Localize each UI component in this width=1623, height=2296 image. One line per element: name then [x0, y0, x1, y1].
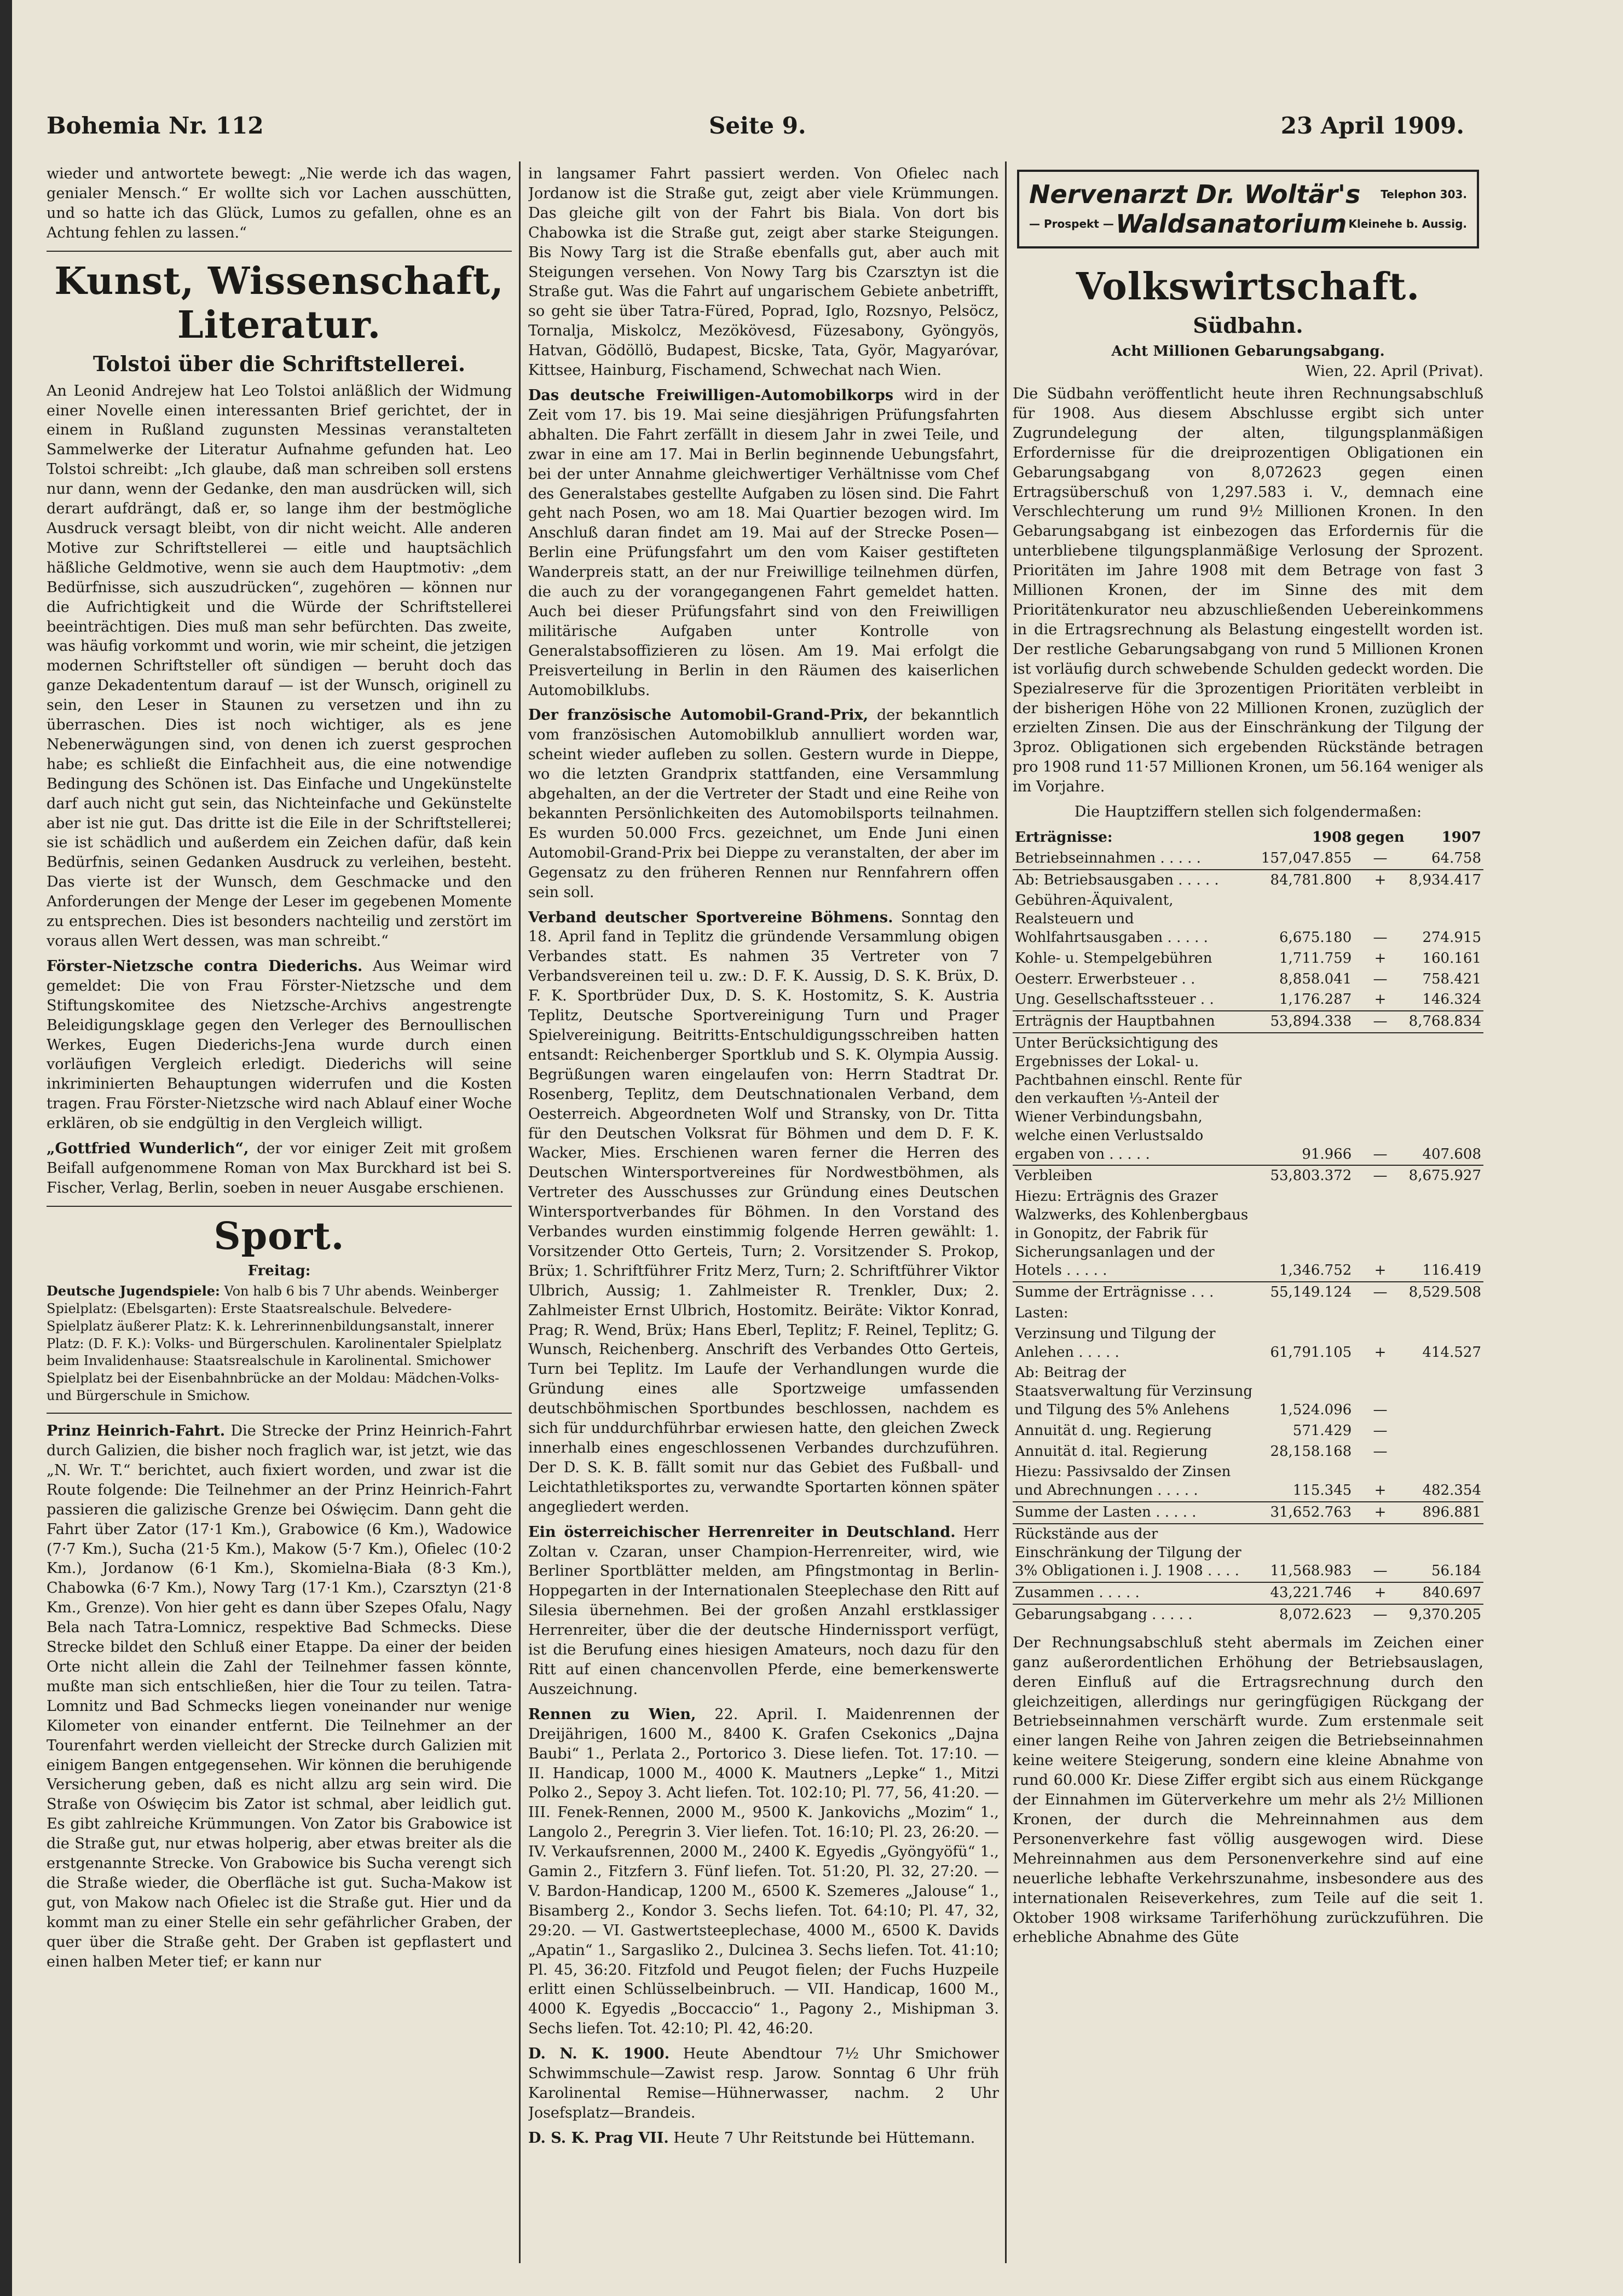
section-rule [47, 251, 512, 252]
table-cell-v2: 64.758 [1431, 849, 1481, 866]
table-cell-v2: 116.419 [1422, 1262, 1481, 1279]
section-rule [47, 1413, 512, 1414]
table-cell-v1: 28,158.168 [1270, 1443, 1352, 1460]
table-row [1013, 848, 1483, 870]
column-1 [47, 164, 512, 2252]
table-cell-v1: 6,675.180 [1279, 929, 1352, 946]
table-cell-v1: 31,652.763 [1259, 1502, 1354, 1524]
table-cell-v2: 160.161 [1422, 950, 1481, 967]
article-wunderlich [47, 1139, 512, 1198]
article-body: wird in der Zeit vom 17. bis 19. Mai seine diesjährigen Prüfungsfahrten abhalten. Die Fahrt zerfällt in diesem Jahr in zwei Teile, und zwar in eine am 17. Mai in Berlin beginnende Uebungsfahrt, bei der unter Annahme gleichwertiger Verhältnisse vom Chef des Generalstabes gestellte Aufgaben zu lösen sind. Die Fahrt geht nach Posen, wo am 18. Mai Quartier bezogen wird. Im Anschluß daran findet am 19. Mai auf der Strecke Posen—Berlin eine Prüfungsfahrt um den vom Kaiser gestifteten Wanderpreis statt, an der nur Freiwillige teilnehmen dürfen, die auch zu der vorangegangenen Fahrt gemeldet hatten. Auch bei dieser Prüfungsfahrt sind von den Freiwilligen militärische Aufgaben unter Kontrolle von Generalstabsoffizieren zu lösen. Am 19. Mai erfolgt die Preisverteilung in Berlin in den Räumen des kaiserlichen Automobilklubs. [528, 386, 999, 699]
table-cell-v1: 571.429 [1292, 1422, 1352, 1439]
table-cell-v1: 157,047.855 [1261, 849, 1352, 866]
table-cell-v1: 115.345 [1292, 1482, 1352, 1499]
ad-telephone: Telephon 303. [1381, 188, 1467, 201]
table-cell-label: Gebarungsabgang . . . . . [1013, 1604, 1259, 1626]
article-lead: D. N. K. 1900. [528, 2045, 670, 2063]
table-cell-v1: 1,346.752 [1279, 1262, 1352, 1279]
table-cell-label: Ab: Beitrag der Staatsverwaltung für Verzinsung und Tilgung des 5% Anlehens [1015, 1364, 1252, 1419]
table-row [1013, 870, 1483, 891]
table-cell-v2: 896.881 [1407, 1502, 1483, 1524]
article-title-suedbahn: Südbahn. [1193, 313, 1303, 338]
section-title-sport: Sport. [213, 1214, 345, 1258]
section-title-volkswirtschaft: Volkswirtschaft. [1076, 265, 1420, 309]
table-header-year: 1907 [1441, 829, 1481, 846]
table-cell-label: Ab: Betriebsausgaben . . . . . [1013, 870, 1259, 891]
table-cell-sign: — [1373, 1443, 1388, 1460]
issue-date: 23 April 1909. [1280, 112, 1464, 139]
table-cell-v2: 56.184 [1407, 1524, 1483, 1582]
table-cell-sign: — [1354, 1524, 1406, 1582]
table-row [1013, 1582, 1483, 1604]
table-cell-v1: 91.966 [1259, 1033, 1354, 1166]
table-cell-sign: + [1374, 950, 1387, 967]
ad-prospekt: — Prospekt — [1029, 217, 1114, 230]
table-header-year: 1908 [1312, 829, 1352, 846]
table-cell-v2 [1407, 1303, 1483, 1324]
ad-location: Kleinehe b. Aussig. [1348, 217, 1467, 230]
table-cell-v2: 482.354 [1422, 1482, 1481, 1499]
table-cell-sign: + [1374, 991, 1387, 1008]
table-cell-v2: 146.324 [1422, 991, 1481, 1008]
table-cell-sign: — [1373, 849, 1388, 866]
article-continuation: in langsamer Fahrt passiert werden. Von Ofielec nach Jordanow ist die Straße gut, zeigt aber viele Krümmungen. Das gleiche gilt von der Fahrt bis Biala. Von dort bis Chabowka ist die Straße gut, zeigt aber starke Steigungen. Bis Nowy Targ ist die Straße ebenfalls gut, aber auch mit Steigungen versehen. Von Nowy Targ bis Czarsztyn ist die Straße gut. Was die Fahrt auf ungarischem Gebiete anbetrifft, so geht sie über Tatra-Füred, Poprad, Iglo, Rozsnyo, Pelsöcz, Tornalja, Miskolcz, Mezökövesd, Füzesabony, Gyöngyös, Hatvan, Gödöllö, Budapest, Bicske, Tata, Györ, Magyaróvar, Kittsee, Hainburg, Fischamend, Schwechat nach Wien. [528, 165, 999, 379]
table-cell-label: Oesterr. Erwerbsteuer . . [1015, 970, 1195, 987]
table-cell-v2: 840.697 [1407, 1582, 1483, 1604]
table-cell-v1: 1,711.759 [1279, 950, 1352, 967]
table-cell-v2: 8,768.834 [1407, 1011, 1483, 1033]
table-cell-v1: 1,176.287 [1279, 991, 1352, 1008]
table-row [1013, 890, 1483, 948]
article-body: Sonntag den 18. April fand in Teplitz die gründende Versammlung obigen Verbandes statt. Es nahmen 35 Vertreter von 7 Verbandsvereinen teil u. zw.: D. F. K. Aussig, D. S. K. Brüx, D. F. K. Sportbrüder Dux, D. S. K. Hostomitz, S. K. Austria Teplitz, Deutsche Sportvereinigung Turn und Prager Spielvereinigung. Beitritts-Entschuldigungsschreiben hatten entsandt: Reichenberger Sportklub und S. K. Olympia Aussig. Begrüßungen waren eingelaufen von: Herrn Stadtrat Dr. Rosenberg, Teplitz, dem Deutschnationalen Verband, dem Oesterreich. Abgeordneten Wolf und Stransky, von Dr. Titta für den Deutschen Volksrat für Böhmen und dem D. F. K. Wacker, Mies. Erschienen waren ferner die Herren des Deutschen Wintersportvereines für Nordwestböhmen, als Vertreter des Ausschusses zur Gründung eines Deutschen Wintersportverbandes für Böhmen. In den Vorstand des Verbandes wurden einstimmig folgende Herren gewählt: 1. Vorsitzender Otto Gerteis, Turn; 2. Vorsitzender S. Prokop, Brüx; 1. Schriftführer Fritz Merz, Turn; 2. Schriftführer Viktor Ulbrich, Aussig; 1. Zahlmeister R. Trenkler, Dux; 2. Zahlmeister Ernst Ulbrich, Hostomitz. Beiräte: Viktor Konrad, Prag; R. Wend, Brüx; Hans Eberl, Teplitz; F. Reinel, Teplitz; G. Wunsch, Reichenberg. Anschrift des Verbandes Otto Gerteis, Turn bei Teplitz. Im Laufe der Verhandlungen wurde die Gründung eines alle Sportzweige umfassenden deutschböhmischen Sportbundes beschlossen, nachdem es sich für unddurchführbar erwiesen hatte, den gleichen Zweck innerhalb eines engeschlossenen Verbandes durchzuführen. Der D. S. K. B. fällt somit nur das Gebiet des Fußball- und Leichtathletiksportes zu, verwandte Sportarten können später angegliedert werden. [528, 909, 999, 1516]
article-lead: Deutsche Jugendspiele: [47, 1282, 220, 1299]
table-cell-sign: — [1354, 1033, 1406, 1166]
table-cell-sign: + [1354, 870, 1406, 891]
table-cell-sign: — [1354, 1011, 1406, 1033]
article-lead: Ein österreichischer Herrenreiter in Deutschland. [528, 1523, 956, 1541]
article-lead: „Gottfried Wunderlich“, [47, 1140, 249, 1158]
table-cell-v1: 53,803.372 [1259, 1165, 1354, 1187]
table-cell-label: Zusammen . . . . . [1013, 1582, 1259, 1604]
table-cell-v1: 61,791.105 [1270, 1344, 1352, 1361]
table-cell-label: Verbleiben [1013, 1165, 1259, 1187]
advertisement-sanatorium [1017, 170, 1479, 248]
table-row [1013, 1524, 1483, 1582]
article-title-tolstoi: Tolstoi über die Schriftstellerei. [93, 351, 466, 376]
article-subtitle: Acht Millionen Gebarungsabgang. [1111, 343, 1385, 360]
article-continuation: wieder und antwortete bewegt: „Nie werde ich das wagen, genialer Mensch.“ Er wollte sich vor Lachen ausschütten, und so hatte ich das Glück, Lumos zu gefallen, ohne es an Achtung fehlen zu lassen.“ [47, 165, 512, 241]
table-row [1013, 969, 1483, 990]
table-row [1013, 1363, 1483, 1420]
table-row [1013, 1282, 1483, 1303]
table-header-row [1013, 828, 1483, 848]
table-cell-label: Verzinsung und Tilgung der Anlehen . . . . . [1015, 1325, 1216, 1361]
article-rennen-wien [528, 1705, 999, 2039]
table-cell-sign: + [1374, 1482, 1387, 1499]
article-lead: Der französische Automobil-Grand-Prix, [528, 707, 869, 724]
article-dsk [528, 2129, 999, 2148]
table-cell-v2: 758.421 [1422, 970, 1481, 987]
ad-subline: Waldsanatorium [1116, 209, 1347, 239]
table-cell-label: Kohle- u. Stempelgebühren [1015, 950, 1212, 967]
article-herrenreiter [528, 1523, 999, 1699]
table-cell-sign: — [1373, 929, 1388, 946]
table-row [1013, 1011, 1483, 1033]
column-3 [1013, 164, 1483, 2252]
article-body-suedbahn-2: Der Rechnungsabschluß steht abermals im Zeichen einer ganz außerordentlichen Erhöhung der Betriebsauslagen, deren Einfluß auf die Ertragsrechnung durch den gleichzeitigen, allerdings nur geringfügigen Rückgang der Betriebseinnahmen verschärft wurde. Zum erstenmale seit einer langen Reihe von Jahren zeigen die Betriebseinnahmen keine weitere Steigerung, sondern eine kleine Abnahme von rund 60.000 Kr. Diese Ziffer ergibt sich aus einem Rückgange der Einnahmen im Güterverkehre um mehr als 2½ Millionen Kronen, der durch die Mehreinnahmen aus dem Personenverkehre fast völlig ausgewogen wird. Diese Mehreinnahmen aus dem Personenverkehre sind auf eine neuerliche lebhafte Verkehrszunahme, insbesondere aus des internationalen Reiseverkehres, zum Teile auf die seit 1. Oktober 1908 wirksame Tariferhöhung zurückzuführen. Die erhebliche Abnahme des Güte [1013, 1634, 1483, 1946]
table-row [1013, 1442, 1483, 1462]
table-row [1013, 1604, 1483, 1626]
article-lead: D. S. K. Prag VII. [528, 2129, 669, 2147]
table-row [1013, 1303, 1483, 1324]
table-cell-sign [1354, 1303, 1406, 1324]
column-divider [1005, 161, 1007, 2263]
table-cell-sign: — [1354, 1604, 1406, 1626]
table-cell-label: Lasten: [1015, 1305, 1068, 1322]
table-cell-v1: 11,568.983 [1259, 1524, 1354, 1582]
table-cell-label: Summe der Lasten . . . . . [1013, 1502, 1259, 1524]
section-title-kunst: Kunst, Wissenschaft, Literatur. [54, 259, 504, 347]
financial-table [1013, 828, 1483, 1626]
table-cell-v2 [1407, 1442, 1483, 1462]
schedule-day: Freitag: [247, 1262, 311, 1279]
article-body: Heute Abendtour 7½ Uhr Smichower Schwimmschule—Zawist resp. Jarow. Sonntag 6 Uhr früh Karolinental Remise—Hühnerwasser, nachm. 2 Uhr Josefsplatz—Brandeis. [528, 2045, 999, 2121]
article-body: Die Strecke der Prinz Heinrich-Fahrt durch Galizien, die bisher noch fraglich war, ist jetzt, wie das „N. Wr. T.“ berichtet, auch fixiert worden, und zwar ist die Route folgende: Die Teilnehmer an der Prinz Heinrich-Fahrt passieren die galizische Grenze bei Oświęcim. Dann geht die Fahrt über Zator (17·1 Km.), Grabowice (6 Km.), Wadowice (7·7 Km.), Sucha (21·5 Km.), Makow (5·7 Km.), Ofielec (10·2 Km.), Jordanow (6·1 Km.), Skomielna-Biała (8·3 Km.), Chabowka (6·7 Km.), Nowy Targ (17·1 Km.), Czarsztyn (21·8 Km., Grenze). Von hier geht es dann über Szepes Ofalu, Nagy Bela nach Tatra-Lomnicz, respektive Bad Schmecks. Diese Strecke bildet den Schluß einer Etappe. Da einer der beiden Orte nicht allein die Zahl der Teilnehmer fassen könnte, mußte man sich entschließen, hier die Tour zu teilen. Tatra-Lomnitz und Bad Schmecks liegen voneinander nur wenige Kilometer von einander entfernt. Die Teilnehmer an der Tourenfahrt werden vielleicht der Strecke durch Galizien mit einigem Bangen entgegensehen. Wir können die beruhigende Versicherung geben, daß es nicht allzu arg sein wird. Die Straße von Oświęcim bis Zator ist schmal, aber leidlich gut. Es gibt zahlreiche Krümmungen. Von Zator bis Grabowice ist die Straße gut, nur etwas holperig, aber etwas breiter als die erstgenannte Strecke. Von Grabowice bis Sucha verengt sich die Straße wieder, die Oberfläche ist gut. Sucha-Makow ist gut, von Makow nach Ofielec ist die Straße gut. Hier und da kommt man zu einer Stelle ein sehr gefährlicher Graben, der quer über die Straße geht. Der Graben ist gepflastert und einen halben Meter tief; er kann nur [47, 1422, 512, 1970]
table-cell-v1: 53,894.338 [1259, 1011, 1354, 1033]
article-lead: Das deutsche Freiwilligen-Automobilkorps [528, 386, 894, 404]
page-number: Seite 9. [709, 112, 806, 139]
table-cell-label: Unter Berücksichtigung des Ergebnisses der Lokal- u. Pachtbahnen einschl. Rente für den verkauften ⅓-Anteil der Wiener Verbindungsbahn, welche einen Verlustsaldo ergaben von . . . . . [1013, 1033, 1259, 1166]
column-divider [519, 161, 521, 2263]
table-cell-v2 [1407, 1363, 1483, 1420]
article-lead: Prinz Heinrich-Fahrt. [47, 1422, 226, 1440]
article-body: Herr Zoltan v. Czaran, unser Champion-Herrenreiter, wird, wie Berliner Sportblätter melden, am Pfingstmontag in Berlin-Hoppegarten in der Internationalen Steeplechase den Ritt auf Silesia übernehmen. Bei der großen Anzahl erstklassiger Herrenreiter, über die der deutsche Hindernissport verfügt, ist die Berufung eines hiesigen Amateurs, noch dazu für den Ritt auf einen chancenvollen Pferde, eine bemerkenswerte Auszeichnung. [528, 1523, 999, 1698]
ad-row [1029, 209, 1467, 239]
table-intro: Die Hauptziffern stellen sich folgendermaßen: [1074, 803, 1422, 821]
table-cell-v1: 55,149.124 [1259, 1282, 1354, 1303]
table-cell-label: Erträgnis der Hauptbahnen [1013, 1011, 1259, 1033]
table-row [1013, 1502, 1483, 1524]
table-cell-label: Ung. Gesellschaftssteuer . . [1015, 991, 1214, 1008]
article-body: Heute 7 Uhr Reitstunde bei Hüttemann. [673, 2129, 975, 2147]
table-cell-label: Annuität d. ung. Regierung [1015, 1422, 1212, 1439]
table-cell-v2: 414.527 [1422, 1344, 1481, 1361]
table-cell-v2: 8,934.417 [1407, 870, 1483, 891]
article-grand-prix [528, 705, 999, 902]
table-cell-label: Rückstände aus der Einschränkung der Tilgung der 3% Obligationen i. J. 1908 . . . . [1013, 1524, 1259, 1582]
dateline: Wien, 22. April (Privat). [1305, 363, 1483, 380]
article-lead: Verband deutscher Sportvereine Böhmens. [528, 909, 893, 926]
ad-headline: Nervenarzt Dr. Woltär's [1029, 180, 1361, 209]
scan-edge-shadow [0, 0, 12, 2296]
table-row [1013, 949, 1483, 969]
table-cell-v1: 8,858.041 [1279, 970, 1352, 987]
table-cell-sign: — [1373, 970, 1388, 987]
table-row [1013, 1033, 1483, 1166]
ad-row [1029, 180, 1467, 209]
table-cell-v1 [1259, 1303, 1354, 1324]
table-cell-v1: 84,781.800 [1259, 870, 1354, 891]
column-2 [528, 164, 999, 2252]
table-row [1013, 990, 1483, 1011]
article-lead: Förster-Nietzsche contra Diederichs. [47, 957, 363, 975]
table-cell-label: Hiezu: Erträgnis des Grazer Walzwerks, des Kohlenbergbaus in Gonopitz, der Fabrik für Sicherungsanlagen und der Hotels . . . . . [1015, 1188, 1249, 1279]
table-cell-label: Hiezu: Passivsaldo der Zinsen und Abrechnungen . . . . . [1015, 1464, 1231, 1499]
table-cell-sign: — [1354, 1282, 1406, 1303]
article-body: der vor einiger Zeit mit großem Beifall aufgenommene Roman von Max Burckhard ist bei S. Fischer, Verlag, Berlin, soeben in neuer Ausgabe erschienen. [47, 1140, 512, 1196]
table-header-label: Erträgnisse: [1015, 829, 1113, 846]
article-foerster [47, 957, 512, 1133]
table-cell-v2: 407.608 [1407, 1033, 1483, 1166]
table-cell-label: Annuität d. ital. Regierung [1015, 1443, 1208, 1460]
table-cell-label: Summe der Erträgnisse . . . [1013, 1282, 1259, 1303]
schedule-jugendspiele [47, 1282, 512, 1405]
article-body: Aus Weimar wird gemeldet: Die von Frau Förster-Nietzsche und dem Stiftungskomitee des Nietzsche-Archivs angestrengte Beleidigungsklage gegen den Verleger des Bernoullischen Werkes, Eugen Diederichs-Jena wurde durch einen vorläufigen Vergleich erledigt. Diederichs will seine inkriminierten Behauptungen widerrufen und die Kosten tragen. Frau Förster-Nietzsche wird nach Ablauf einer Woche erklären, ob sie endgültig in den Vergleich willigt. [47, 957, 512, 1132]
table-cell-v2: 9,370.205 [1407, 1604, 1483, 1626]
article-freiwilligen [528, 386, 999, 701]
table-cell-label: Betriebseinnahmen . . . . . [1015, 849, 1201, 866]
table-cell-sign: + [1374, 1262, 1387, 1279]
article-body: Von halb 6 bis 7 Uhr abends. Weinberger Spielplatz: (Ebelsgarten): Erste Staatsrealschule. Belvedere-Spielplatz äußerer Platz: K. k. Lehrerinnenbildungsanstalt, innerer Platz: (D. F. K.): Volks- und Bürgerschulen. Karolinentaler Spielplatz beim Invalidenhause: Staatsrealschule in Karolinental. Smichower Spielplatz bei der Eisenbahnbrücke an der Moldau: Mädchen-Volks- und Bürgerschule in Smichow. [47, 1283, 502, 1404]
table-cell-v2: 274.915 [1422, 929, 1481, 946]
table-cell-v2: 8,529.508 [1407, 1282, 1483, 1303]
table-cell-sign: + [1354, 1502, 1406, 1524]
section-rule [47, 1206, 512, 1207]
article-dnk [528, 2044, 999, 2123]
table-header-mid: gegen [1356, 829, 1405, 846]
table-row [1013, 1462, 1483, 1502]
table-row [1013, 1165, 1483, 1187]
article-lead: Rennen zu Wien, [528, 1705, 696, 1723]
table-row [1013, 1187, 1483, 1282]
table-cell-sign: + [1374, 1344, 1387, 1361]
table-cell-v1: 8,072.623 [1259, 1604, 1354, 1626]
table-row [1013, 1324, 1483, 1363]
table-row [1013, 1421, 1483, 1442]
table-cell-v2: 8,675.927 [1407, 1165, 1483, 1187]
article-prinz-heinrich [47, 1421, 512, 1971]
table-cell-sign: — [1373, 1422, 1388, 1439]
article-body-suedbahn: Die Südbahn veröffentlicht heute ihren Rechnungsabschluß für 1908. Aus diesem Abschlusse ergibt sich unter Zugrundelegung der alten, tilgungsplanmäßigen Erfordernisse für die dreiprozentigen Obligationen ein Gebarungsabgang von 8,072623 gegen einen Ertragsüberschuß von 1,297.583 i. V., demnach eine Verschlechterung um rund 9½ Millionen Kronen. In den Gebarungsabgang ist einbezogen das Erfordernis für die unterbliebene tilgungsplanmäßige Verlosung der Sprozent. Prioritäten im Jahre 1908 mit dem Betrage von fast 3 Millionen Kronen, der im Sinne des mit dem Prioritätenkurator neu abzuschließenden Uebereinkommens in die Ertragsrechnung als Belastung eingestellt worden ist. Der restliche Gebarungsabgang von rund 5 Millionen Kronen ist vorläufig durch schwebende Schulden gedeckt worden. Die Spezialreserve für die 3prozentigen Prioritäten verbleibt in der bisherigen Höhe von 22 Millionen Kronen, zuzüglich der erzielten Zinsen. Die aus der Einschränkung der Tilgung der 3proz. Obligationen sich ergebenden Rückstände betragen pro 1908 rund 11·57 Millionen Kronen, um 56.164 weniger als im Vorjahre. [1013, 385, 1483, 796]
table-cell-v1: 1,524.096 [1279, 1402, 1352, 1419]
masthead-issue: Bohemia Nr. 112 [47, 112, 264, 139]
article-body: 22. April. I. Maidenrennen der Dreijährigen, 1600 M., 8400 K. Grafen Csekonics „Dajna Baubi“ 1., Perlata 2., Portorico 3. Diese liefen. Tot. 17:10. — II. Handicap, 1000 M., 4000 K. Mautners „Lepke“ 1., Mitzi Polko 2., Sepoy 3. Acht liefen. Tot. 102:10; Pl. 77, 56, 41:20. — III. Fenek-Rennen, 2000 M., 9500 K. Jankovichs „Mozim“ 1., Langolo 2., Peregrin 3. Vier liefen. Tot. 16:10; Pl. 23, 26:20. — IV. Verkaufsrennen, 2000 M., 2400 K. Egyedis „Gyöngyöfü“ 1., Gamin 2., Fitzfern 3. Fünf liefen. Tot. 51:20, Pl. 32, 27:20. — V. Bardon-Handicap, 1200 M., 6500 K. Szemeres „Jalouse“ 1., Bisamberg 2., Kondor 3. Sechs liefen. Tot. 64:10; Pl. 47, 32, 29:20. — VI. Gastwertsteeplechase, 4000 M., 6500 K. Davids „Apatin“ 1., Sargasliko 2., Dulcinea 3. Sechs liefen. Tot. 41:10; Pl. 45, 36:20. Fitzfold und Peugot fielen; der Fuchs Huzpeile erlitt einen Schlüsselbeinbruch. — VII. Handicap, 1600 M., 4000 K. Egyedis „Boccaccio“ 1., Pagony 2., Mishipman 3. Sechs liefen. Tot. 42:10; Pl. 42, 46:20. [528, 1705, 999, 2038]
table-cell-sign: — [1354, 1165, 1406, 1187]
page-header [47, 112, 1464, 151]
table-cell-v1: 43,221.746 [1259, 1582, 1354, 1604]
article-body-tolstoi: An Leonid Andrejew hat Leo Tolstoi anläßlich der Widmung einer Novelle einen interessanten Brief gerichtet, der in einem in Rußland zugunsten Messinas veranstalteten Sammelwerke der Literatur Aufnahme gefunden hat. Leo Tolstoi schreibt: „Ich glaube, daß man schreiben soll erstens nur dann, wenn der Gedanke, den man ausdrücken will, sich derart aufdrängt, daß er, so lange ihm der bestmögliche Ausdruck versagt bleibt, von dir nicht weicht. Alle anderen Motive zur Schriftstellerei — eitle und hauptsächlich häßliche Geldmotive, wenn sie auch dem Hauptmotiv: „dem Bedürfnisse, sich auszudrücken“, zugehören — können nur die Aufrichtigkeit und die Würde der Schriftstellerei beeinträchtigen. Dies muß man sehr befürchten. Das zweite, was häufig vorkommt und worin, wie mir scheint, die jetzigen modernen Schriftsteller oft sündigen — beruht doch das ganze Dekadententum darauf — ist der Wunsch, originell zu sein, den Leser in Staunen zu versetzen und ihn zu überraschen. Dies ist noch wichtiger, als es jene Nebenerwägungen sind, von denen ich zuerst gesprochen habe; es schließt die Einfachheit aus, die eine notwendige Bedingung des Schönen ist. Das Einfache und Ungekünstelte darf auch nicht gut sein, das Nichteinfache und Gekünstelte aber ist nie gut. Das dritte ist die Eile in der Schriftstellerei; sie ist schädlich und außerdem ein Zeichen dafür, daß kein Bedürfnis, seinen Gedanken Ausdruck zu verleihen, besteht. Das vierte ist der Wunsch, dem Geschmacke und den Anforderungen der Menge der Leser im gegebenen Momente zu entsprechen. Dies ist besonders nachteilig und zerstört im voraus allen Wert dessen, was man schreibt.“ [47, 382, 512, 950]
table-cell-v2 [1407, 1421, 1483, 1442]
article-verband [528, 908, 999, 1517]
article-body: der bekanntlich vom französischen Automobilklub annulliert worden war, scheint wieder aufleben zu sollen. Gestern wurde in Dieppe, wo die letzten Grandprix stattfanden, eine Versammlung abgehalten, an der die Vertreter der Stadt und eine Reihe von bekannten Persönlichkeiten des Automobilsports teilnahmen. Es wurden 50.000 Frcs. gezeichnet, um Ende Juni einen Automobil-Grand-Prix bei Dieppe zu veranstalten, der aber im Gegensatz zu den früheren Rennen nur Rennfahrern offen sein soll. [528, 707, 999, 901]
table-cell-sign: + [1354, 1582, 1406, 1604]
table-cell-label: Gebühren-Äquivalent, Realsteuern und Wohlfahrtsausgaben . . . . . [1015, 892, 1208, 946]
table-cell-sign: — [1373, 1402, 1388, 1419]
